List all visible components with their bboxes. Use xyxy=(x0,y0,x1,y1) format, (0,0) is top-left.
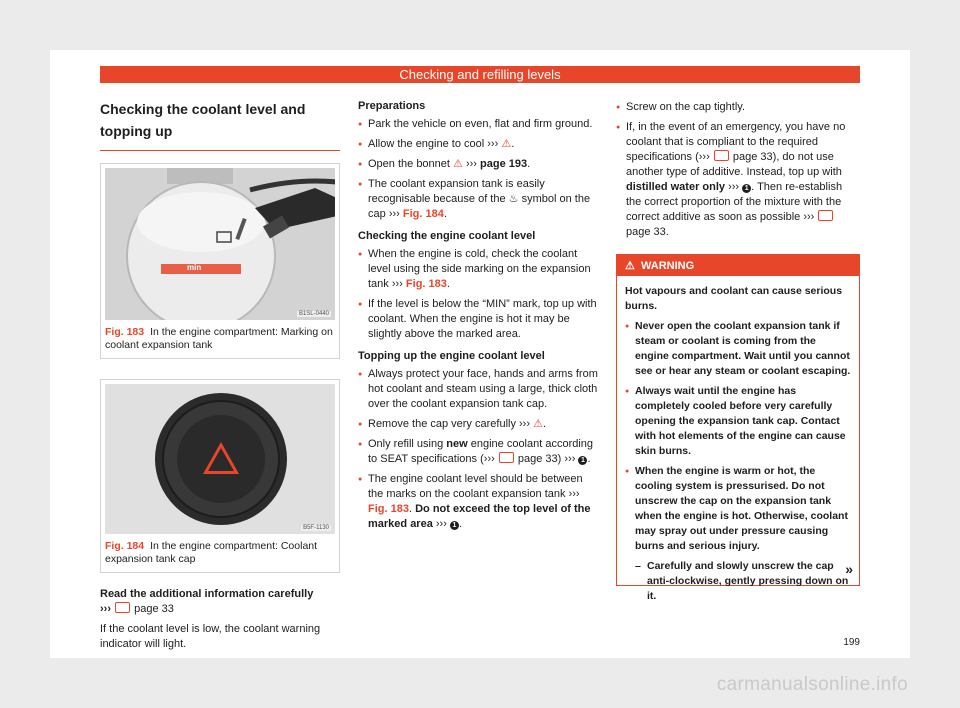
figure-184 xyxy=(100,379,340,573)
checking-heading: Checking the engine coolant level xyxy=(358,230,536,242)
list-item: ● The engine coolant level should be between the marks on the coolant expansion tank ››› Fig. 183. Do not exceed the top level of the marked area ››› 1 . xyxy=(358,472,600,532)
warning-item: ● When the engine is warm or hot, the cooling system is pressurised. Do not unscrew the cap on the expansion tank when the engine is hot. Otherwise, coolant may spray out under pressure causing burns and serious injury. xyxy=(625,464,851,554)
warning-triangle-icon: ⚠ xyxy=(453,158,463,170)
warning-body xyxy=(617,276,859,615)
warning-box xyxy=(616,254,860,602)
figure-number: Fig. 184 xyxy=(105,540,145,552)
list-item: ● If, in the event of an emergency, you have no coolant that is compliant to the required specifications (››› page 33), do not use another type of additive. Instead, top up with distilled water only ››› 1 . Then re-establish the correct proportion of the mixture with the correct additive as soon as possible ››› page 33. xyxy=(616,120,860,240)
page-reference-link[interactable]: page 33 xyxy=(626,226,666,238)
preparations-heading: Preparations xyxy=(358,100,426,112)
tank-cap-image xyxy=(105,384,335,534)
warning-triangle-icon[interactable]: ⚠ xyxy=(501,138,512,150)
book-icon xyxy=(714,150,729,161)
figure-caption xyxy=(105,540,335,566)
warning-item: ● Always wait until the engine has completely cooled before very carefully opening the expansion tank cap. Contact with hot elements of the engine can cause skin burns. xyxy=(625,384,851,459)
list-item: ● Always protect your face, hands and arms from hot coolant and steam using a large, thick cloth over the coolant expansion tank cap. xyxy=(358,367,600,412)
left-column xyxy=(100,96,340,657)
note-number-icon[interactable]: 1 xyxy=(450,521,459,530)
section-header-bar: Checking and refilling levels xyxy=(100,66,860,83)
list-item: ● Allow the engine to cool ››› ⚠. xyxy=(358,137,600,152)
figure-caption-text: In the engine compartment: Marking on coolant expansion tank xyxy=(105,326,333,351)
note-number-icon[interactable]: 1 xyxy=(578,456,587,465)
coolant-symbol-icon: ♨ xyxy=(508,193,519,205)
page-reference-link[interactable]: page 33 xyxy=(732,151,773,163)
topping-up-heading: Topping up the engine coolant level xyxy=(358,350,545,362)
figure-number: Fig. 183 xyxy=(105,326,145,338)
list-item: ● Park the vehicle on even, flat and firm ground. xyxy=(358,117,600,132)
figure-reference-link[interactable]: Fig. 183 xyxy=(368,503,409,515)
list-item: ● Open the bonnet ⚠ ››› page 193. xyxy=(358,157,600,172)
coolant-tank-image xyxy=(105,168,335,320)
warning-item: ● Never open the coolant expansion tank if steam or coolant is coming from the engine compartment. Wait until you cannot see or hear any steam or coolant escaping. xyxy=(625,319,851,379)
figure-caption-text: In the engine compartment: Coolant expansion tank cap xyxy=(105,540,318,565)
figure-reference-link[interactable]: Fig. 184 xyxy=(402,208,444,220)
image-code: B1SL-0440 xyxy=(298,311,329,317)
continued-marker: » xyxy=(845,561,853,577)
list-item: ● Screw on the cap tightly. xyxy=(616,100,860,115)
middle-column xyxy=(358,96,600,537)
figure-183 xyxy=(100,163,340,359)
page-number: 199 xyxy=(843,637,860,648)
list-item: ● The coolant expansion tank is easily recognisable because of the ♨ symbol on the cap ››› Fig. 184. xyxy=(358,177,600,222)
warning-triangle-icon: ⚠ xyxy=(625,260,635,272)
page-reference-link[interactable]: page 193 xyxy=(480,158,528,170)
right-column xyxy=(616,96,860,602)
book-icon xyxy=(499,452,514,463)
figure-caption xyxy=(105,326,335,352)
watermark: carmanualsonline.info xyxy=(716,674,908,695)
image-code: B5F-1130 xyxy=(303,525,329,531)
warning-header: ⚠ WARNING xyxy=(617,255,859,276)
list-item: ● Only refill using new engine coolant according to SEAT specifications (››› page 33) ››› 1 . xyxy=(358,437,600,467)
book-icon xyxy=(818,210,833,221)
section-title: Checking the coolant level and topping up xyxy=(100,101,306,139)
read-info-heading: Read the additional information carefully ››› page 33 xyxy=(100,588,314,615)
page-reference-link[interactable]: page 33 xyxy=(134,603,174,615)
note-number-icon[interactable]: 1 xyxy=(742,184,751,193)
list-item: ● If the level is below the “MIN” mark, top up with coolant. When the engine is hot it may be slightly above the marked area. xyxy=(358,297,600,342)
warning-subitem: – Carefully and slowly unscrew the cap anti-clockwise, gently pressing down on it. xyxy=(625,559,851,604)
warning-intro: Hot vapours and coolant can cause serious burns. xyxy=(625,285,843,312)
book-icon xyxy=(115,602,130,613)
tank-cap-illustration xyxy=(105,384,335,534)
title-divider xyxy=(100,150,340,151)
page-reference-link[interactable]: page 33 xyxy=(517,453,558,465)
figure-reference-link[interactable]: Fig. 183 xyxy=(405,278,447,290)
min-label: min xyxy=(187,263,202,272)
warning-triangle-icon[interactable]: ⚠ xyxy=(533,418,543,430)
low-level-text: If the coolant level is low, the coolant warning indicator will light. xyxy=(100,623,321,650)
coolant-tank-illustration xyxy=(105,168,335,320)
list-item: ● Remove the cap very carefully ››› ⚠. xyxy=(358,417,600,432)
list-item: ● When the engine is cold, check the coolant level using the side marking on the expansion tank ››› Fig. 183. xyxy=(358,247,600,292)
